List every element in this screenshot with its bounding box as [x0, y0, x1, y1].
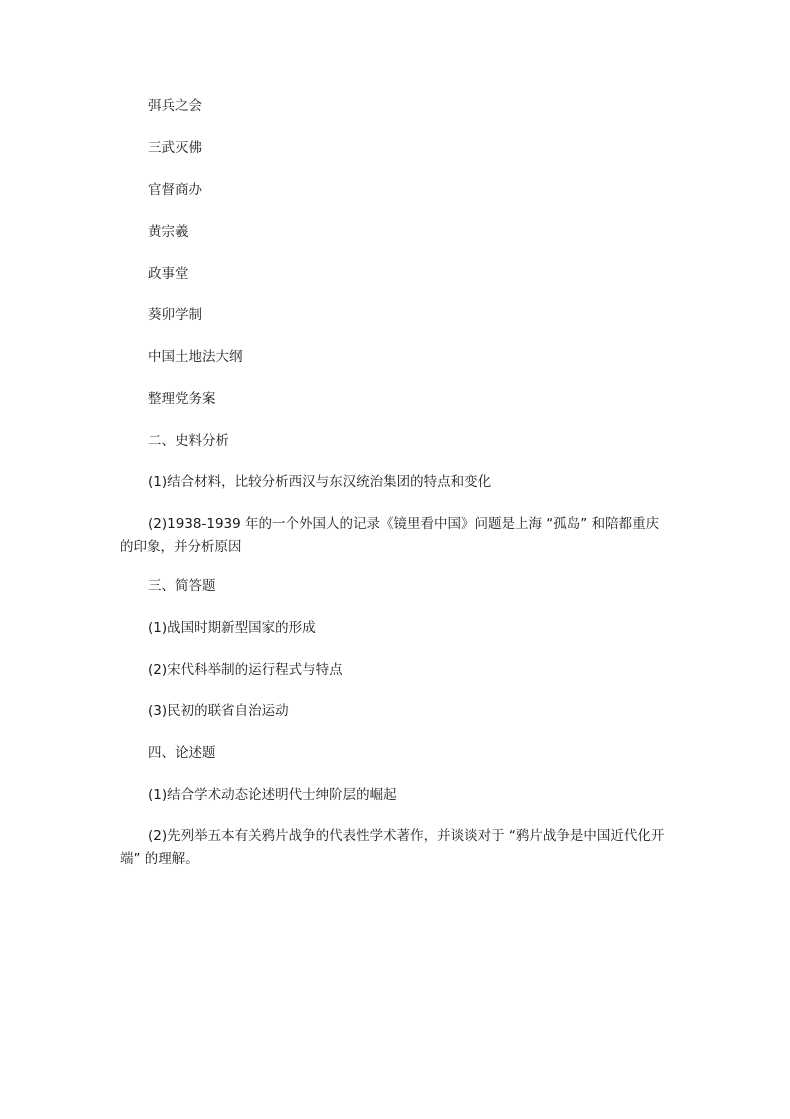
term-guimao-xuezhi: 葵卯学制: [148, 307, 202, 323]
question-jianda-2: (2)宋代科举制的运行程式与特点: [148, 662, 343, 678]
question-shiliao-2: (2)1938-1939 年的一个外国人的记录《镜里看中国》问题是上海 “孤岛” 和陪都重庆的印象，并分析原因: [120, 516, 660, 555]
section-heading-jianda: 三、简答题: [148, 578, 216, 594]
term-zhengli-dangwu: 整理党务案: [148, 391, 216, 407]
term-mibing: 弭兵之会: [148, 98, 202, 114]
term-zhengshitang: 政事堂: [148, 266, 189, 282]
section-heading-lunshu: 四、论述题: [148, 745, 216, 761]
section-heading-shiliao: 二、史料分析: [148, 433, 229, 449]
term-guandu-shangban: 官督商办: [148, 182, 202, 198]
question-shiliao-1: (1)结合材料，比较分析西汉与东汉统治集团的特点和变化: [148, 474, 492, 490]
term-tudifa-dagang: 中国土地法大纲: [148, 349, 243, 365]
term-sanwu-miefo: 三武灭佛: [148, 140, 202, 156]
question-jianda-1: (1)战国时期新型国家的形成: [148, 620, 316, 636]
question-jianda-3: (3)民初的联省自治运动: [148, 703, 289, 719]
question-lunshu-2: (2)先列举五本有关鸦片战争的代表性学术著作，并谈谈对于 “鸦片战争是中国近代化开端” 的理解。: [120, 828, 665, 867]
question-lunshu-1: (1)结合学术动态论述明代士绅阶层的崛起: [148, 787, 397, 803]
term-huang-zongxi: 黄宗羲: [148, 224, 189, 240]
